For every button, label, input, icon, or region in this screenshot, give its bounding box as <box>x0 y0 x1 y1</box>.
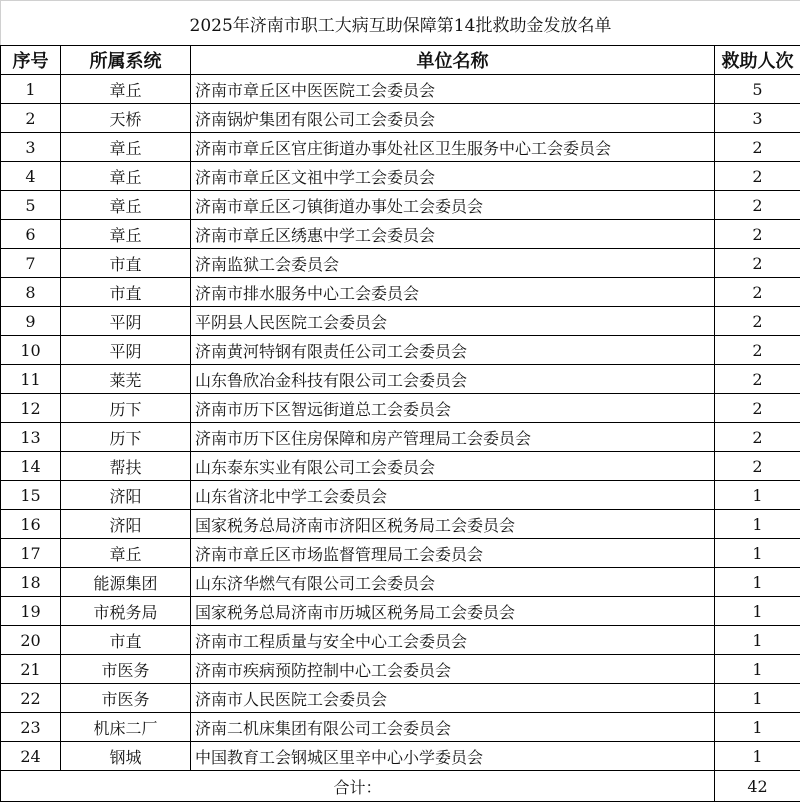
row-number: 22 <box>1 684 61 713</box>
row-count: 2 <box>715 394 800 423</box>
row-count: 2 <box>715 423 800 452</box>
table-row <box>1 220 800 249</box>
table-row <box>1 191 800 220</box>
row-count: 2 <box>715 191 800 220</box>
row-number: 12 <box>1 394 61 423</box>
table-row <box>1 162 800 191</box>
row-system: 章丘 <box>61 133 191 162</box>
row-number: 24 <box>1 742 61 771</box>
row-count: 2 <box>715 162 800 191</box>
table-row <box>1 626 800 655</box>
row-unit-name: 中国教育工会钢城区里辛中心小学委员会 <box>191 742 715 771</box>
row-unit-name: 济南市排水服务中心工会委员会 <box>191 278 715 307</box>
row-system: 济阳 <box>61 510 191 539</box>
row-system: 济阳 <box>61 481 191 510</box>
table-row <box>1 104 800 133</box>
row-system: 历下 <box>61 394 191 423</box>
row-unit-name: 济南市历下区住房保障和房产管理局工会委员会 <box>191 423 715 452</box>
row-count: 3 <box>715 104 800 133</box>
row-number: 7 <box>1 249 61 278</box>
row-count: 2 <box>715 452 800 481</box>
total-count: 42 <box>715 771 800 802</box>
header-unit: 单位名称 <box>191 46 715 75</box>
header-system: 所属系统 <box>61 46 191 75</box>
table-row <box>1 75 800 104</box>
row-system: 章丘 <box>61 75 191 104</box>
row-unit-name: 山东省济北中学工会委员会 <box>191 481 715 510</box>
row-unit-name: 济南市历下区智远街道总工会委员会 <box>191 394 715 423</box>
row-unit-name: 济南市人民医院工会委员会 <box>191 684 715 713</box>
row-number: 9 <box>1 307 61 336</box>
row-system: 帮扶 <box>61 452 191 481</box>
header-count: 救助人次 <box>715 46 800 75</box>
row-unit-name: 济南市工程质量与安全中心工会委员会 <box>191 626 715 655</box>
table-row <box>1 278 800 307</box>
row-system: 能源集团 <box>61 568 191 597</box>
row-number: 13 <box>1 423 61 452</box>
row-system: 章丘 <box>61 220 191 249</box>
row-count: 2 <box>715 220 800 249</box>
row-system: 市直 <box>61 626 191 655</box>
row-system: 机床二厂 <box>61 713 191 742</box>
row-unit-name: 山东泰东实业有限公司工会委员会 <box>191 452 715 481</box>
table-row <box>1 133 800 162</box>
header-row <box>1 46 800 75</box>
row-count: 1 <box>715 626 800 655</box>
row-unit-name: 济南市章丘区中医医院工会委员会 <box>191 75 715 104</box>
row-count: 5 <box>715 75 800 104</box>
table-row <box>1 568 800 597</box>
row-number: 21 <box>1 655 61 684</box>
row-unit-name: 济南黄河特钢有限责任公司工会委员会 <box>191 336 715 365</box>
row-number: 4 <box>1 162 61 191</box>
table-row <box>1 452 800 481</box>
row-number: 3 <box>1 133 61 162</box>
row-unit-name: 济南市章丘区官庄街道办事处社区卫生服务中心工会委员会 <box>191 133 715 162</box>
row-count: 1 <box>715 597 800 626</box>
row-number: 18 <box>1 568 61 597</box>
table-row <box>1 684 800 713</box>
table-row <box>1 365 800 394</box>
row-number: 17 <box>1 539 61 568</box>
row-count: 1 <box>715 713 800 742</box>
table-row <box>1 307 800 336</box>
row-count: 2 <box>715 278 800 307</box>
row-number: 6 <box>1 220 61 249</box>
row-system: 钢城 <box>61 742 191 771</box>
row-number: 1 <box>1 75 61 104</box>
row-number: 8 <box>1 278 61 307</box>
row-system: 平阴 <box>61 336 191 365</box>
row-system: 章丘 <box>61 162 191 191</box>
total-label: 合计： <box>1 771 715 802</box>
row-number: 14 <box>1 452 61 481</box>
table-row <box>1 423 800 452</box>
row-unit-name: 济南锅炉集团有限公司工会委员会 <box>191 104 715 133</box>
row-count: 1 <box>715 655 800 684</box>
row-unit-name: 济南市章丘区市场监督管理局工会委员会 <box>191 539 715 568</box>
row-count: 2 <box>715 133 800 162</box>
row-unit-name: 山东鲁欣冶金科技有限公司工会委员会 <box>191 365 715 394</box>
row-system: 莱芜 <box>61 365 191 394</box>
row-count: 2 <box>715 365 800 394</box>
row-number: 5 <box>1 191 61 220</box>
row-system: 章丘 <box>61 191 191 220</box>
row-number: 2 <box>1 104 61 133</box>
row-count: 2 <box>715 249 800 278</box>
row-unit-name: 济南市章丘区文祖中学工会委员会 <box>191 162 715 191</box>
row-number: 15 <box>1 481 61 510</box>
row-system: 市直 <box>61 278 191 307</box>
table-row <box>1 336 800 365</box>
row-system: 市医务 <box>61 655 191 684</box>
row-number: 10 <box>1 336 61 365</box>
row-system: 历下 <box>61 423 191 452</box>
row-unit-name: 山东济华燃气有限公司工会委员会 <box>191 568 715 597</box>
table-row <box>1 713 800 742</box>
row-system: 章丘 <box>61 539 191 568</box>
row-system: 天桥 <box>61 104 191 133</box>
row-unit-name: 济南市章丘区绣惠中学工会委员会 <box>191 220 715 249</box>
row-system: 市税务局 <box>61 597 191 626</box>
row-number: 23 <box>1 713 61 742</box>
table-row <box>1 655 800 684</box>
row-system: 市医务 <box>61 684 191 713</box>
row-count: 2 <box>715 336 800 365</box>
row-number: 11 <box>1 365 61 394</box>
row-count: 2 <box>715 307 800 336</box>
row-unit-name: 济南监狱工会委员会 <box>191 249 715 278</box>
row-count: 1 <box>715 684 800 713</box>
header-no: 序号 <box>1 46 61 75</box>
row-number: 20 <box>1 626 61 655</box>
row-number: 19 <box>1 597 61 626</box>
row-number: 16 <box>1 510 61 539</box>
row-unit-name: 济南二机床集团有限公司工会委员会 <box>191 713 715 742</box>
row-count: 1 <box>715 510 800 539</box>
row-unit-name: 济南市疾病预防控制中心工会委员会 <box>191 655 715 684</box>
row-unit-name: 国家税务总局济南市历城区税务局工会委员会 <box>191 597 715 626</box>
row-count: 1 <box>715 481 800 510</box>
row-count: 1 <box>715 568 800 597</box>
relief-list-table <box>0 45 800 802</box>
table-row <box>1 510 800 539</box>
row-unit-name: 平阴县人民医院工会委员会 <box>191 307 715 336</box>
document-title: 2025年济南市职工大病互助保障第14批救助金发放名单 <box>0 0 800 45</box>
total-row <box>1 771 800 802</box>
row-system: 平阴 <box>61 307 191 336</box>
row-count: 1 <box>715 742 800 771</box>
row-unit-name: 济南市章丘区刁镇街道办事处工会委员会 <box>191 191 715 220</box>
table-row <box>1 249 800 278</box>
table-row <box>1 539 800 568</box>
row-system: 市直 <box>61 249 191 278</box>
row-unit-name: 国家税务总局济南市济阳区税务局工会委员会 <box>191 510 715 539</box>
table-row <box>1 742 800 771</box>
row-count: 1 <box>715 539 800 568</box>
table-row <box>1 394 800 423</box>
table-row <box>1 597 800 626</box>
table-row <box>1 481 800 510</box>
